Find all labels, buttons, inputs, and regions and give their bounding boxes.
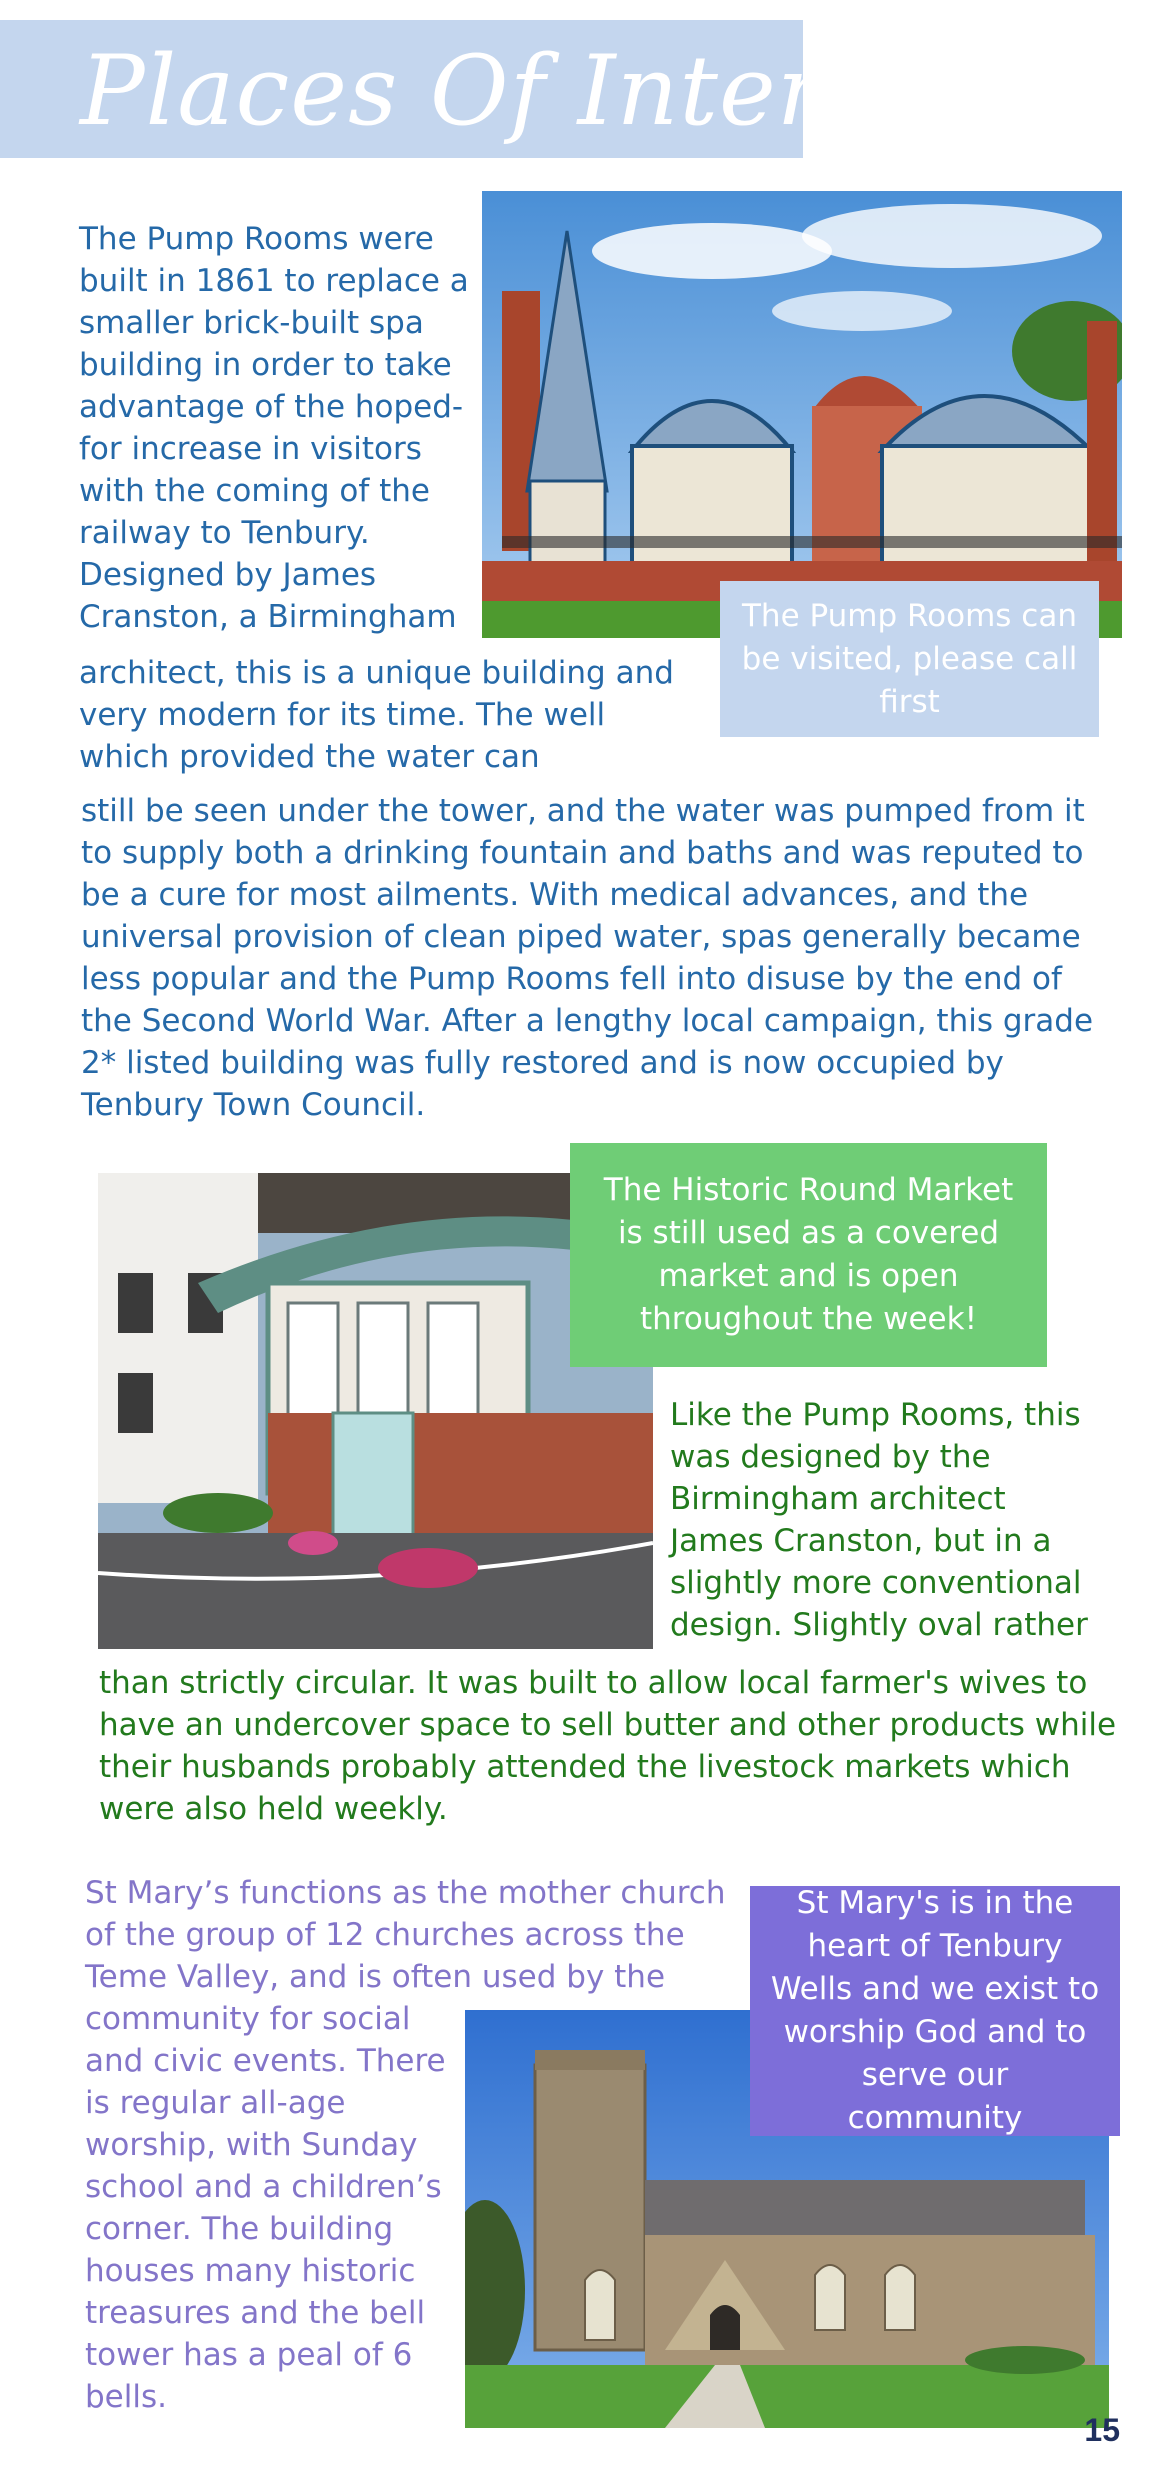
st-marys-callout-text: St Mary's is in the heart of Tenbury Wells and we exist to worship God and to serve our community xyxy=(770,1885,1100,2136)
pump-rooms-illustration xyxy=(482,191,1122,638)
page-number: 15 xyxy=(1084,2412,1120,2448)
pump-rooms-callout-text: The Pump Rooms can be visited, please call first xyxy=(741,597,1078,720)
pump-rooms-text-mid: architect, this is a unique building and very modern for its time. The well which provided the water can xyxy=(79,655,674,775)
pump-rooms-text-full: still be seen under the tower, and the water was pumped from it to supply both a drinking fountain and baths and was reputed to be a cure for most ailments. With medical advances, and the universal provision of clean piped water, spas generally became less popular and the Pump Rooms fell into disuse by the end of the Second World War. After a lengthy local campaign, this grade 2* listed building was fully restored and is now occupied by Tenbury Town Council. xyxy=(81,793,1094,1123)
round-market-callout-text: The Historic Round Market is still used as a covered market and is open throughout the week! xyxy=(603,1172,1014,1337)
page-title: Places Of Interest xyxy=(80,35,972,147)
round-market-text-wrap: Like the Pump Rooms, this was designed by the Birmingham architect James Cranston, but in a slightly more conventional design. Slightly oval rather xyxy=(670,1397,1088,1643)
pump-rooms-photo xyxy=(482,191,1122,638)
st-marys-text-wrap: community for social and civic events. There is regular all-age worship, with Sunday school and a children’s corner. The building houses many historic treasures and the bell tower has a peal of 6 bells. xyxy=(85,2001,446,2415)
pump-rooms-callout xyxy=(720,581,1099,737)
pump-rooms-text-wrap: The Pump Rooms were built in 1861 to replace a smaller brick-built spa building in order to take advantage of the hoped-for increase in visitors with the coming of the railway to Tenbury. Designed by James Cranston, a Birmingham xyxy=(79,221,469,635)
st-marys-callout xyxy=(750,1886,1120,2136)
st-marys-text-top: St Mary’s functions as the mother church of the group of 12 churches across the Teme Valley, and is often used by the xyxy=(85,1875,726,1995)
round-market-callout xyxy=(570,1143,1047,1367)
round-market-text-full: than strictly circular. It was built to allow local farmer's wives to have an undercover space to sell butter and other products while their husbands probably attended the livestock markets which were also held weekly. xyxy=(99,1665,1117,1827)
